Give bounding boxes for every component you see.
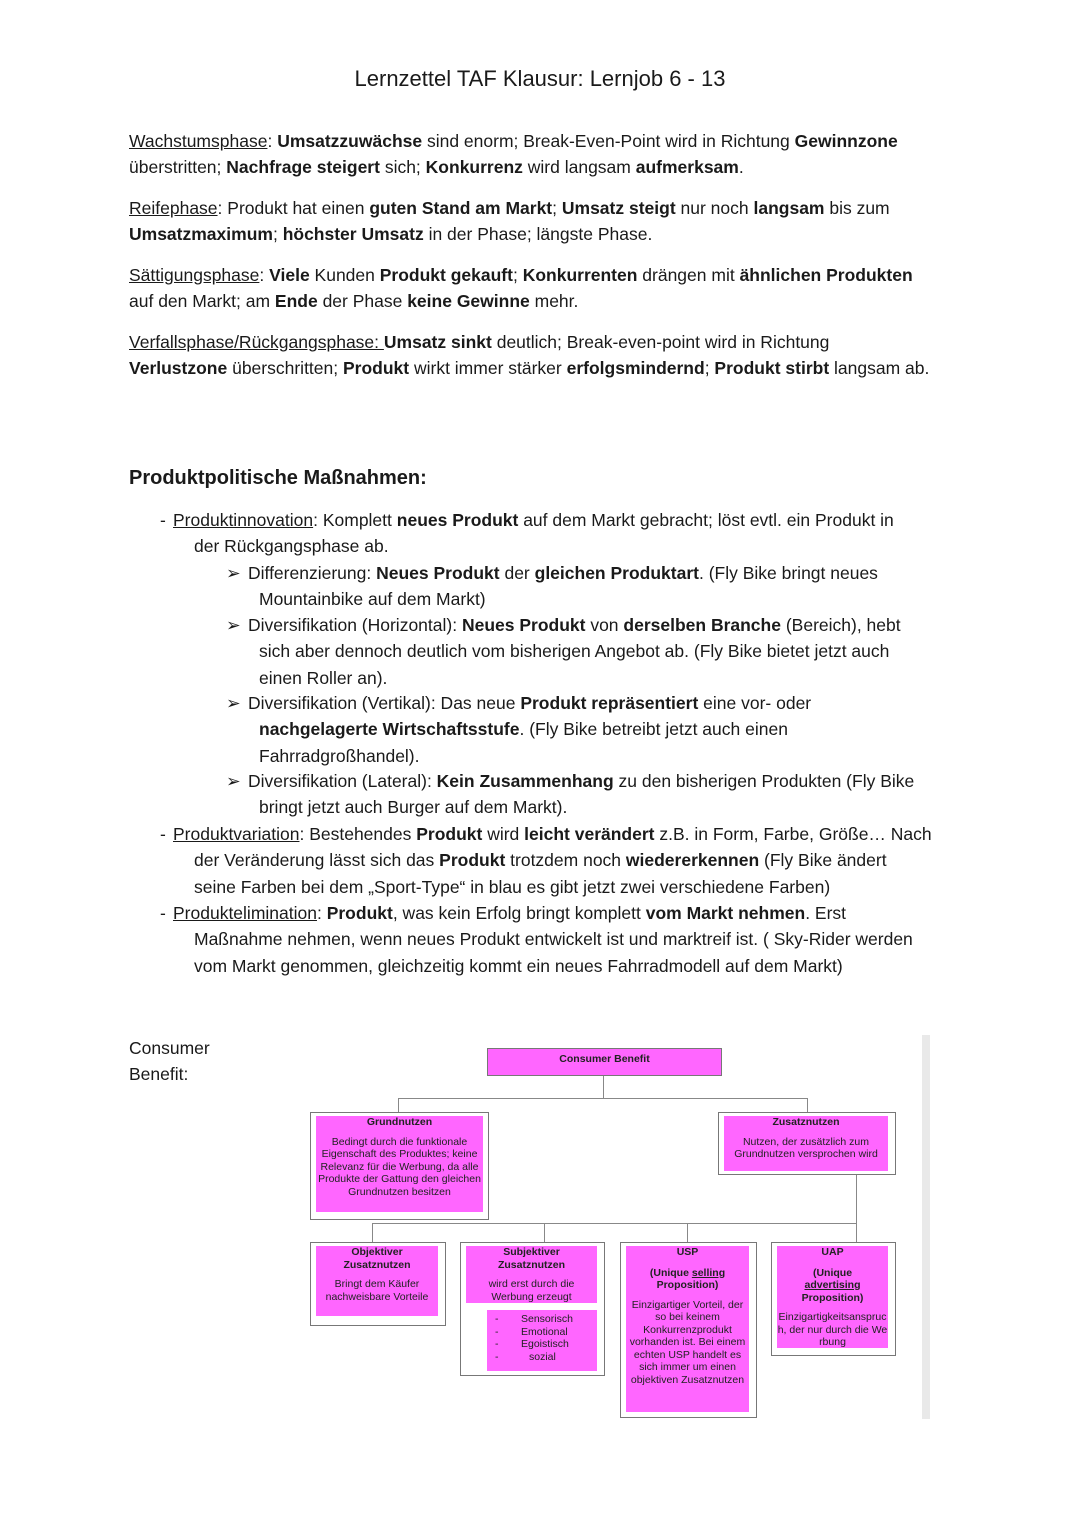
phase-saettigung: Sättigungsphase: Viele Kunden Produkt gekauft; Konkurrenten drängen mit ähnlichen Produkten auf den Markt; am Ende der Phase keine Gewinne mehr. [129,265,913,311]
list-item-innovation: - Produktinnovation: Komplett neues Produkt auf dem Markt gebracht; löst evtl. ein Produkt in der Rückgangsphase ab. [160,510,894,557]
node-subjektiv-list [487,1310,597,1371]
connector-line [603,1075,604,1099]
phase-wachstum: Wachstumsphase: Umsatzzuwächse sind enorm; Break-Even-Point wird in Richtung Gewinnzone überstritten; Nachfrage steigert sich; Konkurrenz wird langsam aufmerksam. [129,131,898,177]
phase-label: Wachstumsphase [129,131,268,151]
connector-line [398,1098,808,1099]
connector-line [372,1223,373,1243]
connector-line [687,1223,688,1243]
list-item: - Emotional [495,1325,568,1338]
connector-line [807,1098,808,1113]
phase-reife: Reifephase: Produkt hat einen guten Stand am Markt; Umsatz steigt nur noch langsam bis zum Umsatzmaximum; höchster Umsatz in der Phase; längste Phase. [129,198,890,244]
node-uap: UAP (Unique advertising Proposition) Einzigartigkeitsanspruch, der nur durch die Werbung [777,1246,888,1348]
list-item-div-lateral: ➢ Diversifikation (Lateral): Kein Zusammenhang zu den bisherigen Produkten (Fly Bike bringt jetzt auch Burger auf dem Markt). [226,771,915,818]
phase-label: Verfallsphase/Rückgangsphase: [129,332,384,352]
connector-line [856,1174,857,1224]
list-item: - Sensorisch [495,1313,573,1325]
list-item-div-horizontal: ➢ Diversifikation (Horizontal): Neues Produkt von derselben Branche (Bereich), hebt sich aber dennoch deutlich vom bisherigen Angebot ab. (Fly Bike bietet jetzt auch einen Roller an). [226,615,901,688]
node-subjektiv: Subjektiver Zusatznutzen wird erst durch die Werbung erzeugt [466,1246,597,1303]
phase-verfall: Verfallsphase/Rückgangsphase: Umsatz sinkt deutlich; Break-even-point wird in Richtung Verlustzone überschritten; Produkt wirkt immer stärker erfolgsmindernd; Produkt stirbt langsam ab. [129,332,930,378]
node-zusatznutzen: Zusatznutzen Nutzen, der zusätzlich zum Grundnutzen versprochen wird [724,1116,888,1171]
list-item-differenzierung: ➢ Differenzierung: Neues Produkt der gleichen Produktart. (Fly Bike bringt neues Mountainbike auf dem Markt) [226,563,878,610]
list-item: - Egoistisch [495,1338,569,1350]
consumer-benefit-label: Consumer Benefit: [129,1038,210,1084]
connector-line [398,1098,399,1113]
node-consumer-benefit: Consumer Benefit [487,1048,722,1076]
phase-label: Sättigungsphase [129,265,260,285]
connector-line [544,1223,545,1243]
connector-line [372,1223,857,1224]
node-grundnutzen: Grundnutzen Bedingt durch die funktionale Eigenschaft des Produktes; keine Relevanz für die Werbung, da alle Produkte der Gattung den gleichen Grundnutzen besitzen [316,1116,483,1212]
connector-line [856,1223,857,1243]
node-objektiv: Objektiver Zusatznutzen Bringt dem Käufer nachweisbare Vorteile [316,1246,438,1316]
list-item: - sozial [495,1350,556,1363]
list-item-div-vertikal: ➢ Diversifikation (Vertikal): Das neue Produkt repräsentiert eine vor- oder nachgelagerte Wirtschaftsstufe. (Fly Bike betreibt jetzt auch einen Fahrradgroßhandel). [226,693,812,766]
section-heading: Produktpolitische Maßnahmen: [129,467,427,489]
page-title: Lernzettel TAF Klausur: Lernjob 6 - 13 [354,66,726,91]
list-item-variation: - Produktvariation: Bestehendes Produkt wird leicht verändert z.B. in Form, Farbe, Größe… Nach der Veränderung lässt sich das Produkt trotzdem noch wiedererkennen (Fly Bike ändert seine Farben bei dem „Sport-Type“ in blau es gibt jetzt zwei verschiedene Farben) [160,824,932,897]
node-usp: USP (Unique selling Proposition) Einzigartiger Vorteil, der so bei keinem Konkurrenzprodukt vorhanden ist. Bei einem echten USP handelt es sich immer um einen objektiven Zusatznutzen [626,1246,749,1412]
list-item-elimination: - Produktelimination: Produkt, was kein Erfolg bringt komplett vom Markt nehmen. Erst Maßnahme nehmen, wenn neues Produkt entwickelt ist und marktreif ist. ( Sky-Rider werden vom Markt genommen, gleichzeitig kommt ein neues Fahrradmodell auf dem Markt) [160,903,913,976]
phase-label: Reifephase [129,198,218,218]
